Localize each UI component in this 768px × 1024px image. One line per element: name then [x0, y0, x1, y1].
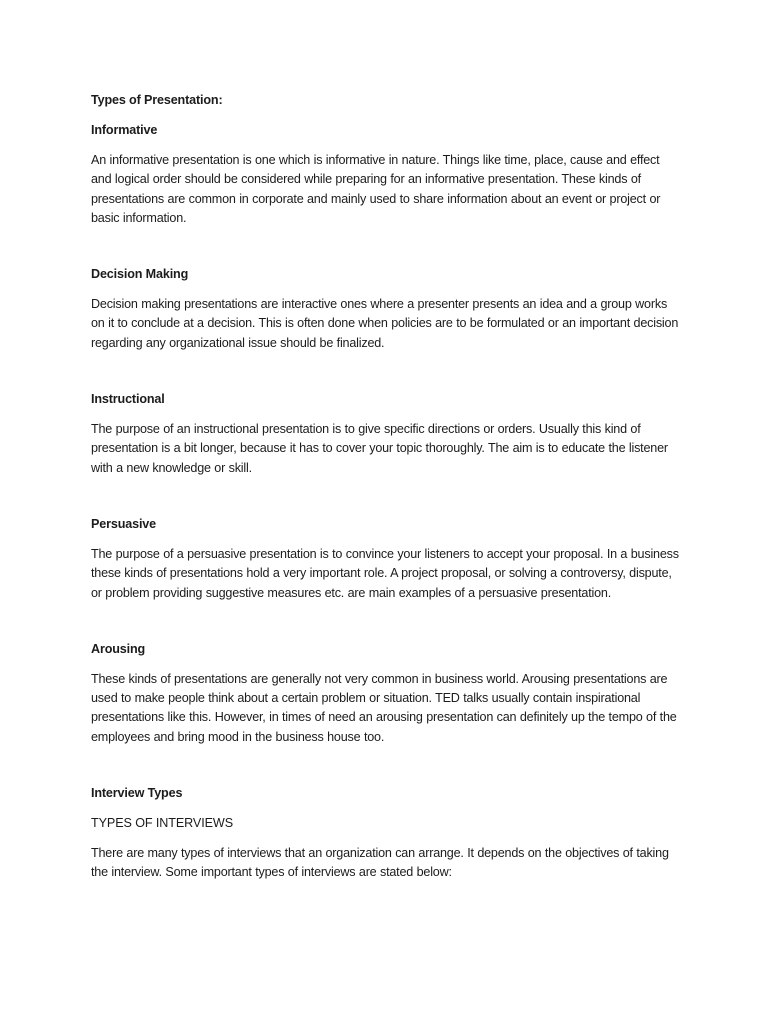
- section-heading-decision-making: Decision Making: [91, 267, 189, 282]
- section-paragraph-instructional: The purpose of an instructional presentation is to give specific directions or orders. Usually this kind of presentation is a bit longer, because it has to cover your topic thoroughly. The aim is to educate the listener with a new knowledge or skill.: [91, 422, 668, 475]
- section-paragraph-informative: An informative presentation is one which is informative in nature. Things like time, place, cause and effect and logical order should be considered while preparing for an informative presentation. These kinds of presentations are common in corporate and mainly used to share information about an event or project or basic information.: [91, 153, 661, 225]
- types-of-interviews-subheading: TYPES OF INTERVIEWS: [91, 816, 234, 831]
- interview-types-paragraph: There are many types of interviews that an organization can arrange. It depends on the objectives of taking the interview. Some important types of interviews are stated below:: [91, 846, 669, 880]
- document-title: Types of Presentation:: [91, 93, 223, 107]
- section-heading-instructional: Instructional: [91, 392, 165, 407]
- interview-types-heading: Interview Types: [91, 786, 183, 801]
- section-paragraph-decision-making: Decision making presentations are interactive ones where a presenter presents an idea and a group works on it to conclude at a decision. This is often done when policies are to be formulated or an important decision regarding any organizational issue should be finalized.: [91, 297, 679, 350]
- section-paragraph-persuasive: The purpose of a persuasive presentation is to convince your listeners to accept your proposal. In a business these kinds of presentations hold a very important role. A project proposal, or solving a controversy, dispute, or problem providing suggestive measures etc. are main examples of a persuasive presentation.: [91, 546, 679, 600]
- document-body: [91, 91, 681, 883]
- section-heading-persuasive: Persuasive: [91, 516, 157, 531]
- section-heading-informative: Informative: [91, 123, 158, 137]
- section-paragraph-arousing: These kinds of presentations are generally not very common in business world. Arousing presentations are used to make people think about a certain problem or situation. TED talks usually contain inspirational presentations like this. However, in times of need an arousing presentation can definitely up the tempo of the employees and bring mood in the business house too.: [91, 671, 677, 744]
- section-heading-arousing: Arousing: [91, 641, 146, 656]
